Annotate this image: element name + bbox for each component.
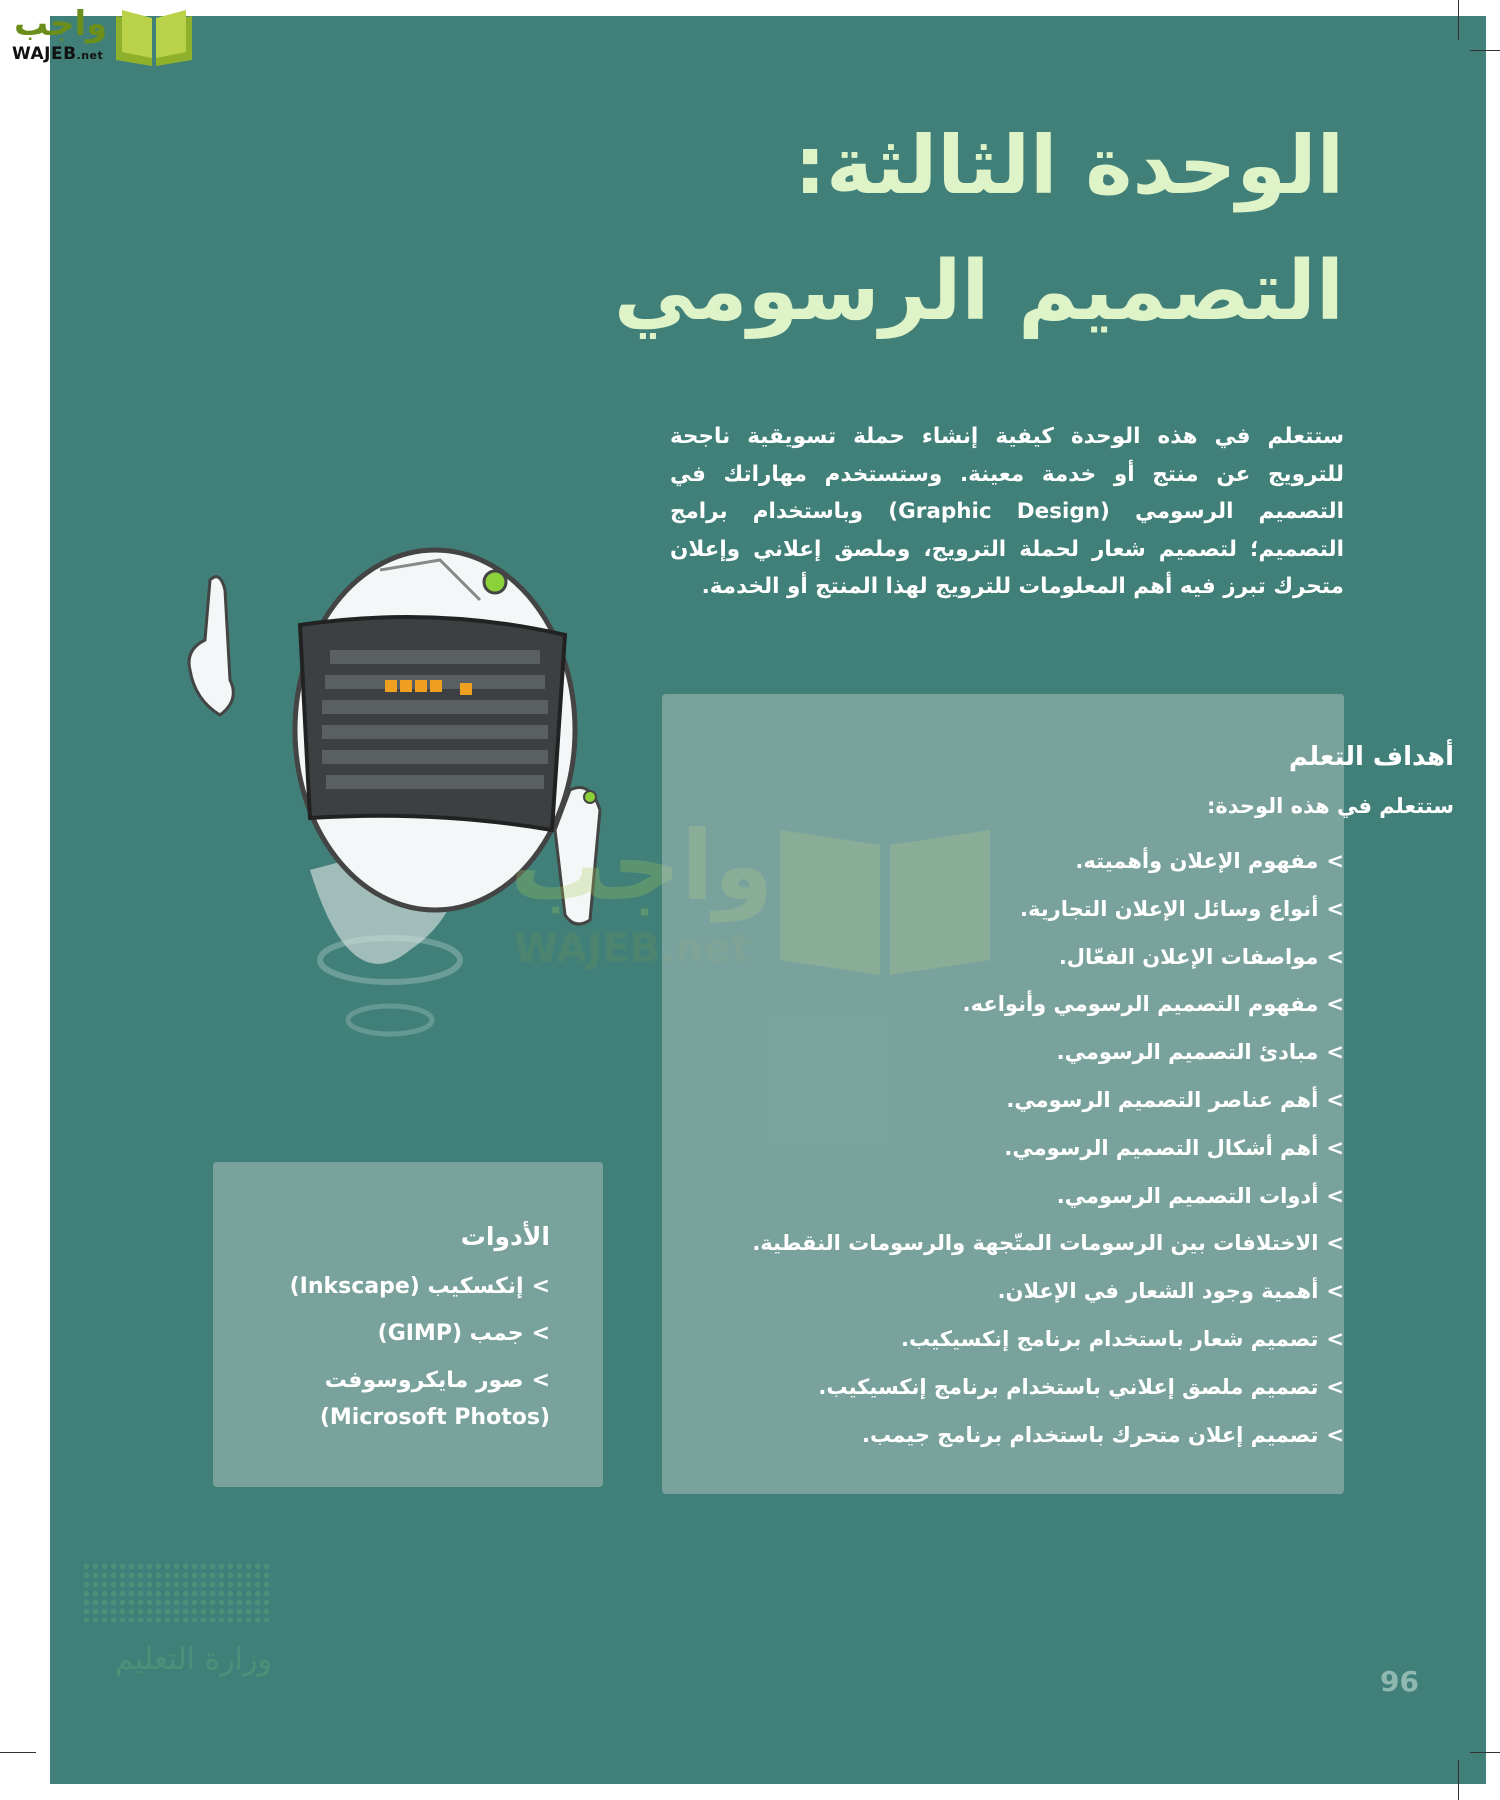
list-item: >تصميم إعلان متحرك باستخدام برنامج جيمب.	[862, 1422, 1344, 1447]
list-item: >أهم أشكال التصميم الرسومي.	[1004, 1135, 1344, 1160]
list-item: >صور مايكروسوفت (Microsoft Photos)	[319, 1368, 550, 1430]
list-item: >أهم عناصر التصميم الرسومي.	[1006, 1087, 1344, 1112]
unit-subtitle: التصميم الرسومي	[613, 244, 1344, 339]
bullet-marker: >	[1326, 944, 1344, 969]
bullet-marker: >	[531, 1321, 550, 1346]
list-item: >أنواع وسائل الإعلان التجارية.	[1020, 896, 1344, 921]
ministry-name: وزارة التعليم	[114, 1642, 272, 1677]
list-item: >جمب (GIMP)	[377, 1321, 550, 1346]
bullet-marker: >	[531, 1274, 550, 1299]
bullet-marker: >	[1326, 1422, 1344, 1447]
watermark-english: WAJEB.net	[514, 926, 750, 972]
page-number: 96	[1380, 1665, 1419, 1698]
wajeb-logo[interactable]	[8, 4, 198, 70]
learning-goals-heading: أهداف التعلم	[1288, 742, 1454, 772]
bullet-marker: >	[1326, 1135, 1344, 1160]
ministry-dots-icon	[82, 1562, 272, 1622]
crop-mark	[1470, 1752, 1500, 1753]
list-item: >تصميم ملصق إعلاني باستخدام برنامج إنكسيكيب.	[818, 1374, 1344, 1399]
bullet-marker: >	[1326, 849, 1344, 873]
bullet-marker: >	[1326, 1087, 1344, 1112]
bullet-marker: >	[1326, 1279, 1344, 1304]
list-item: >مفهوم الإعلان وأهميته.	[1075, 849, 1344, 873]
bullet-marker: >	[1326, 1183, 1344, 1208]
list-item: >الاختلافات بين الرسومات المتّجهة والرسومات النقطية.	[752, 1231, 1344, 1256]
list-item: >تصميم شعار باستخدام برنامج إنكسيكيب.	[901, 1326, 1344, 1351]
bullet-marker: >	[1326, 1040, 1344, 1065]
book-icon	[112, 8, 196, 68]
list-item: >مواصفات الإعلان الفعّال.	[1058, 944, 1344, 969]
bullet-marker: >	[1326, 992, 1344, 1017]
list-item: >أهمية وجود الشعار في الإعلان.	[997, 1279, 1344, 1304]
list-item: >مبادئ التصميم الرسومي.	[1056, 1040, 1344, 1065]
bullet-marker: >	[1326, 1326, 1344, 1351]
logo-arabic: واجب	[14, 4, 108, 44]
list-item: >مفهوم التصميم الرسومي وأنواعه.	[962, 992, 1344, 1017]
logo-english: WAJEB.net	[12, 44, 104, 64]
watermark-arabic: واجب	[510, 810, 774, 922]
learning-goals-intro: ستتعلم في هذه الوحدة:	[1206, 794, 1454, 818]
crop-mark	[1470, 50, 1500, 51]
tools-list	[220, 1268, 550, 1446]
crop-mark	[0, 1752, 36, 1753]
unit-title: الوحدة الثالثة:	[794, 119, 1344, 212]
bullet-marker: >	[1326, 1231, 1344, 1256]
crop-mark	[1458, 0, 1459, 40]
learning-goals-list	[664, 838, 1344, 1459]
list-item: >أدوات التصميم الرسومي.	[1056, 1183, 1344, 1208]
bullet-marker: >	[1326, 896, 1344, 921]
bullet-marker: >	[531, 1368, 550, 1393]
bullet-marker: >	[1326, 1374, 1344, 1399]
tools-heading: الأدوات	[460, 1222, 550, 1251]
list-item: >إنكسكيب (Inkscape)	[289, 1274, 550, 1299]
crop-mark	[1458, 1760, 1459, 1800]
intro-paragraph: ستتعلم في هذه الوحدة كيفية إنشاء حملة تسويقية ناجحة للترويج عن منتج أو خدمة معينة. وستستخدم مهاراتك في التصميم الرسومي (Graphic Design) وباستخدام برامج التصميم؛ لتصميم شعار لحملة الترويج، وملصق إعلاني وإعلان متحرك تبرز فيه أهم المعلومات للترويج لهذا المنتج أو الخدمة.	[670, 424, 1344, 599]
ministry-logo	[82, 1562, 272, 1732]
